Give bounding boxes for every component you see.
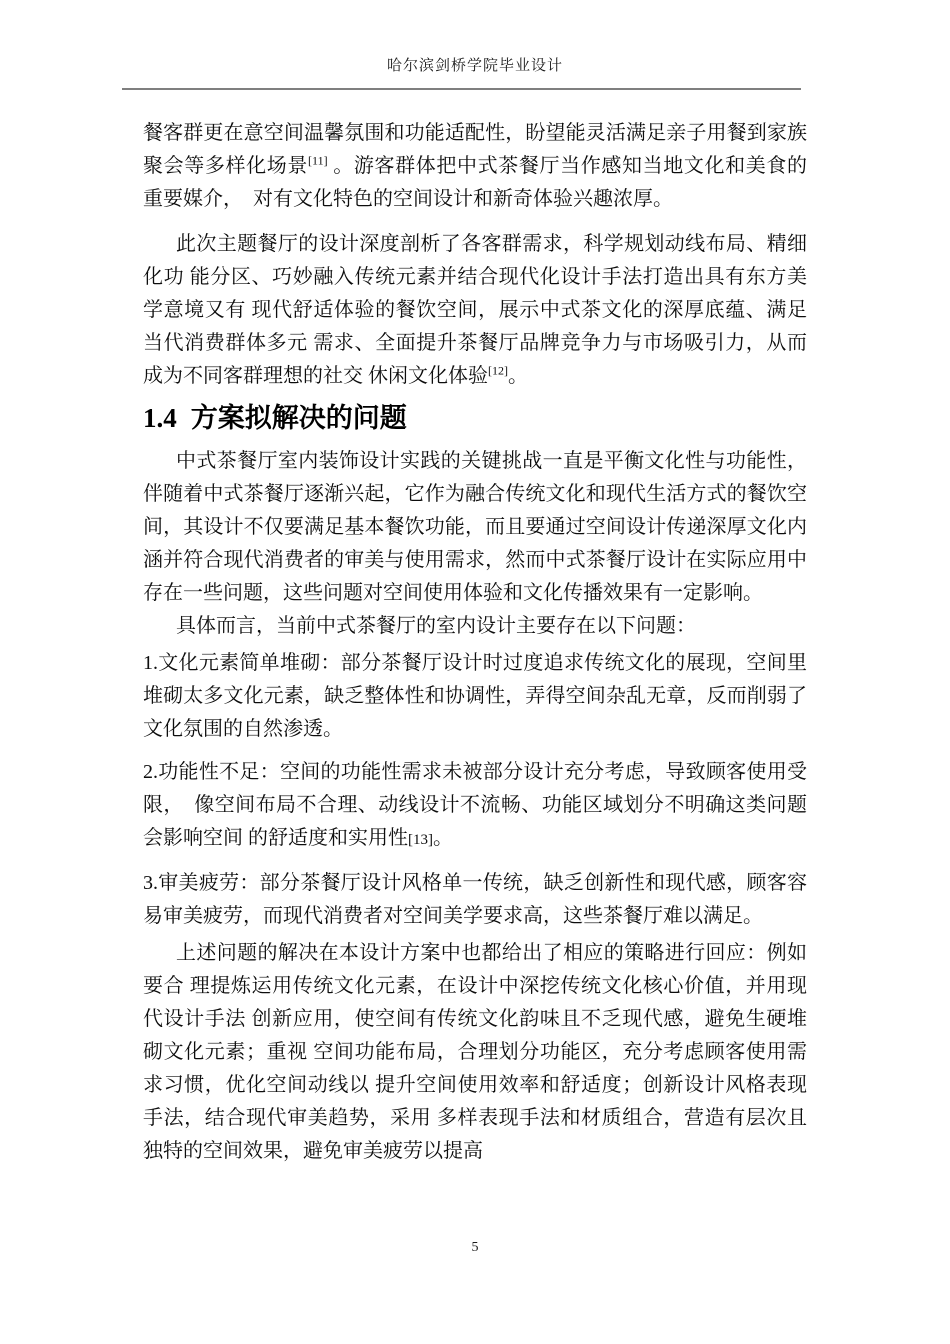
citation-ref-13: [13]	[408, 832, 433, 848]
paragraph-lead-in	[143, 610, 807, 643]
paragraph-text: 。	[508, 365, 528, 387]
page-number: 5	[471, 1240, 479, 1255]
paragraph-text: 3.审美疲劳：部分茶餐厅设计风格单一传统，缺乏创新性和现代感，顾客容易审美疲劳，而现代消费者对空间美学要求高，这些茶餐厅难以满足。	[143, 872, 807, 927]
paragraph-solution	[143, 937, 807, 1168]
section-heading-1-4	[143, 401, 807, 435]
paragraph-text: 1.文化元素简单堆砌：部分茶餐厅设计时过度追求传统文化的展现，空间里堆砌太多文化元素，缺乏整体性和协调性，弄得空间杂乱无章，反而削弱了文化氛围的自然渗透。	[143, 652, 807, 740]
paragraph-text: 具体而言，当前中式茶餐厅的室内设计主要存在以下问题：	[176, 615, 696, 637]
header-title: 哈尔滨剑桥学院毕业设计	[386, 58, 563, 74]
paragraph-challenge	[143, 445, 807, 610]
paragraph-text: 此次主题餐厅的设计深度剖析了各客群需求，科学规划动线布局、精细化功 能分区、巧妙融入传统元素并结合现代化设计手法打造出具有东方美学意境又有 现代舒适体验的餐饮空间，展示中式茶文化的深厚底蕴、满足当代消费群体多元 需求、全面提升茶餐厅品牌竞争力与市场吸引力，从而成为不同客群理想的社交 休闲文化体验	[143, 233, 807, 387]
paragraph-text: 。	[433, 827, 453, 849]
paragraph-text: 中式茶餐厅室内装饰设计实践的关键挑战一直是平衡文化性与功能性，伴随着中式茶餐厅逐渐兴起，它作为融合传统文化和现代生活方式的餐饮空间，其设计不仅要满足基本餐饮功能，而且要通过空间设计传递深厚文化内涵并符合现代消费者的审美与使用需求，然而中式茶餐厅设计在实际应用中存在一些问题，这些问题对空间使用体验和文化传播效果有一定影响。	[143, 450, 807, 604]
paragraph-text: 2.功能性不足：空间的功能性需求未被部分设计充分考虑，导致顾客使用受限， 像空间布局不合理、动线设计不流畅、功能区域划分不明确这类问题会影响空间 的舒适度和实用性	[143, 761, 807, 849]
document-body	[143, 117, 807, 1168]
header-divider	[122, 88, 801, 90]
section-number: 1.4	[143, 403, 177, 433]
paragraph-design-summary	[143, 228, 807, 393]
page-footer	[0, 1238, 950, 1256]
page-header	[0, 0, 950, 90]
problem-item-2	[143, 756, 807, 857]
citation-ref-11: [11]	[308, 153, 328, 168]
paragraph-text: 上述问题的解决在本设计方案中也都给出了相应的策略进行回应：例如要合 理提炼运用传统文化元素，在设计中深挖传统文化核心价值，并用现代设计手法 创新应用，使空间有传统文化韵味且不乏现代感，避免生硬堆砌文化元素；重视 空间功能布局，合理划分功能区，充分考虑顾客使用需求习惯，优化空间动线以 提升空间使用效率和舒适度；创新设计风格表现手法，结合现代审美趋势，采用 多样表现手法和材质组合，营造有层次且独特的空间效果，避免审美疲劳以提高	[143, 942, 807, 1162]
problem-item-1	[143, 647, 807, 746]
problem-item-3	[143, 867, 807, 933]
paragraph-text: 。游客群体把中式茶餐厅当作感知当地文化和美食的重要媒介， 对有文化特色的空间设计和新奇体验兴趣浓厚。	[143, 155, 808, 210]
section-title: 方案拟解决的问题	[190, 403, 407, 433]
paragraph-continuation	[143, 117, 807, 216]
citation-ref-12: [12]	[488, 363, 508, 378]
paragraph-text: 餐客群更在意空间温馨氛围和功能适配性，盼望能灵活满足亲子用餐到家族聚会等多样化场景	[143, 122, 807, 177]
